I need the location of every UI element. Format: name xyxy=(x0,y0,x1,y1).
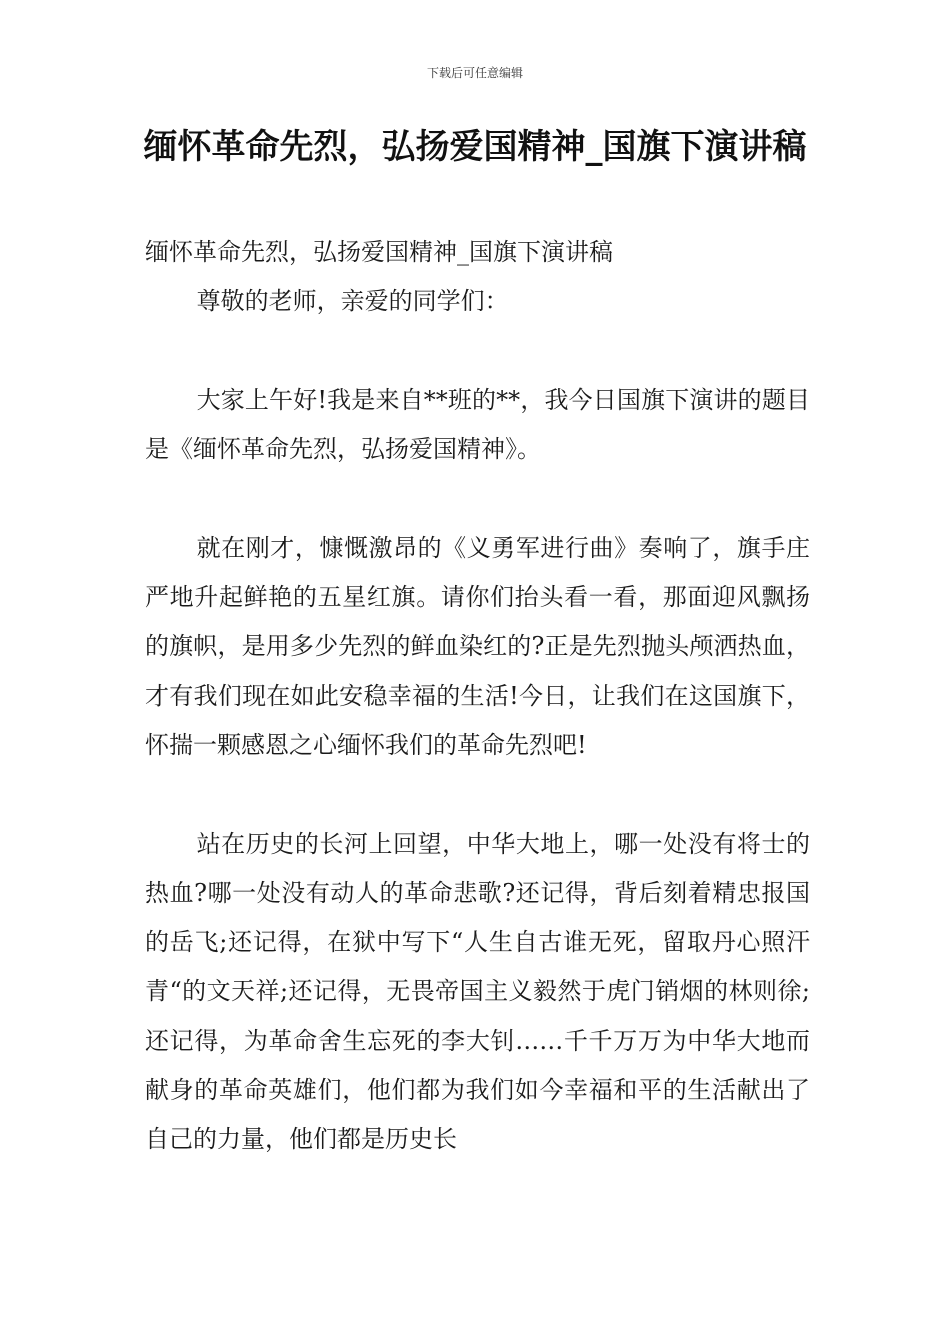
paragraph-3: 站在历史的长河上回望，中华大地上，哪一处没有将士的热血?哪一处没有动人的革命悲歌?还记得，背后刻着精忠报国的岳飞;还记得，在狱中写下“人生自古谁无死，留取丹心照汗青“的文天祥;还记得，无畏帝国主义毅然于虎门销烟的林则徐;还记得，为革命舍生忘死的李大钊……千千万万为中华大地而献身的革命英雄们，他们都为我们如今幸福和平的生活献出了自己的力量，他们都是历史长 xyxy=(145,829,810,1154)
document-body xyxy=(145,228,810,1165)
subtitle-line: 缅怀革命先烈，弘扬爱国精神_国旗下演讲稿 xyxy=(145,238,613,266)
paragraph-gap xyxy=(145,770,810,819)
greeting: 尊敬的老师，亲爱的同学们： xyxy=(196,287,509,316)
paragraph-gap xyxy=(145,474,810,523)
paragraph-gap xyxy=(145,327,810,376)
paragraph-1: 大家上午好!我是来自**班的**，我今日国旗下演讲的题目是《缅怀革命先烈，弘扬爱国精神》。 xyxy=(145,385,810,464)
paragraph-2: 就在刚才，慷慨激昂的《义勇军进行曲》奏响了，旗手庄严地升起鲜艳的五星红旗。请你们抬头看一看，那面迎风飘扬的旗帜，是用多少先烈的鲜血染红的?正是先烈抛头颅洒热血，才有我们现在如此安稳幸福的生活!今日，让我们在这国旗下，怀揣一颗感恩之心缅怀我们的革命先烈吧! xyxy=(145,533,810,759)
header-note: 下载后可任意编辑 xyxy=(426,66,523,80)
document-title: 缅怀革命先烈，弘扬爱国精神_国旗下演讲稿 xyxy=(143,127,807,167)
